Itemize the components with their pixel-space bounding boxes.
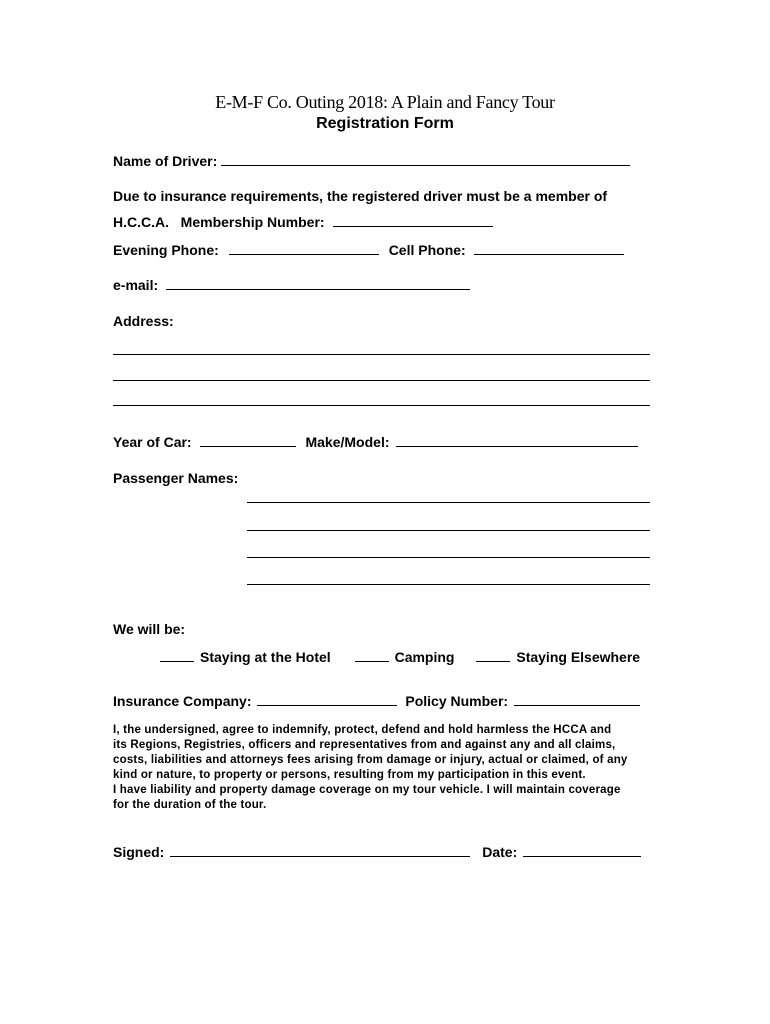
address-line-3[interactable] [113, 405, 650, 406]
elsewhere-label: Staying Elsewhere [516, 649, 641, 665]
option-elsewhere[interactable] [476, 648, 640, 666]
insurance-company-label: Insurance Company: [113, 693, 252, 709]
cell-phone-field[interactable] [474, 241, 624, 255]
date-label: Date: [482, 844, 518, 860]
evening-phone-label: Evening Phone: [113, 242, 219, 258]
stay-options-row [160, 648, 640, 666]
address-label: Address: [113, 313, 174, 329]
disclaimer-line: I have liability and property damage coverage on my tour vehicle. I will maintain coverage [113, 784, 621, 796]
passenger-line-1[interactable] [247, 502, 650, 503]
hotel-label: Staying at the Hotel [200, 649, 331, 665]
membership-row [113, 213, 493, 231]
camping-checkline[interactable] [355, 648, 389, 662]
address-line-1[interactable] [113, 354, 650, 355]
cell-phone-label: Cell Phone: [388, 242, 466, 258]
option-camping[interactable] [355, 648, 455, 666]
elsewhere-checkline[interactable] [476, 648, 510, 662]
signed-label: Signed: [113, 844, 165, 860]
disclaimer-line: for the duration of the tour. [113, 799, 267, 811]
driver-label: Name of Driver: [113, 153, 218, 169]
disclaimer-line: costs, liabilities and attorneys fees arising from damage or injury, actual or claimed, of any [113, 754, 628, 766]
insurance-note: Due to insurance requirements, the registered driver must be a member of [113, 188, 608, 204]
form-subtitle: Registration Form [316, 115, 454, 132]
passenger-label: Passenger Names: [113, 470, 239, 486]
membership-label: Membership Number: [180, 214, 325, 230]
insurance-company-field[interactable] [257, 692, 397, 706]
policy-number-field[interactable] [514, 692, 640, 706]
hcca-label: H.C.C.A. [113, 214, 169, 230]
signature-row [113, 843, 641, 861]
email-field[interactable] [166, 276, 470, 290]
liability-disclaimer [113, 723, 658, 813]
we-will-be-label: We will be: [113, 621, 186, 637]
driver-name-field[interactable] [221, 152, 630, 166]
passenger-line-4[interactable] [247, 584, 650, 585]
year-field[interactable] [200, 433, 296, 447]
email-row [113, 276, 470, 294]
passenger-line-2[interactable] [247, 530, 650, 531]
disclaimer-line: kind or nature, to property or persons, resulting from my participation in this event. [113, 769, 586, 781]
membership-number-field[interactable] [333, 213, 493, 227]
email-label: e-mail: [113, 277, 159, 293]
form-title: E-M-F Co. Outing 2018: A Plain and Fancy Tour [215, 92, 555, 112]
disclaimer-line: its Regions, Registries, officers and representatives from and against any and all claims, [113, 739, 616, 751]
hotel-checkline[interactable] [160, 648, 194, 662]
passenger-line-3[interactable] [247, 557, 650, 558]
policy-number-label: Policy Number: [405, 693, 509, 709]
disclaimer-line: I, the undersigned, agree to indemnify, protect, defend and hold harmless the HCCA and [113, 724, 612, 736]
evening-phone-field[interactable] [229, 241, 379, 255]
insurance-row [113, 692, 640, 710]
make-model-label: Make/Model: [305, 434, 390, 450]
year-label: Year of Car: [113, 434, 192, 450]
phone-row [113, 241, 624, 259]
driver-row [113, 152, 630, 170]
address-line-2[interactable] [113, 380, 650, 381]
car-row [113, 433, 638, 451]
make-model-field[interactable] [396, 433, 638, 447]
signature-field[interactable] [170, 843, 470, 857]
camping-label: Camping [394, 649, 455, 665]
option-hotel[interactable] [160, 648, 331, 666]
date-field[interactable] [523, 843, 641, 857]
